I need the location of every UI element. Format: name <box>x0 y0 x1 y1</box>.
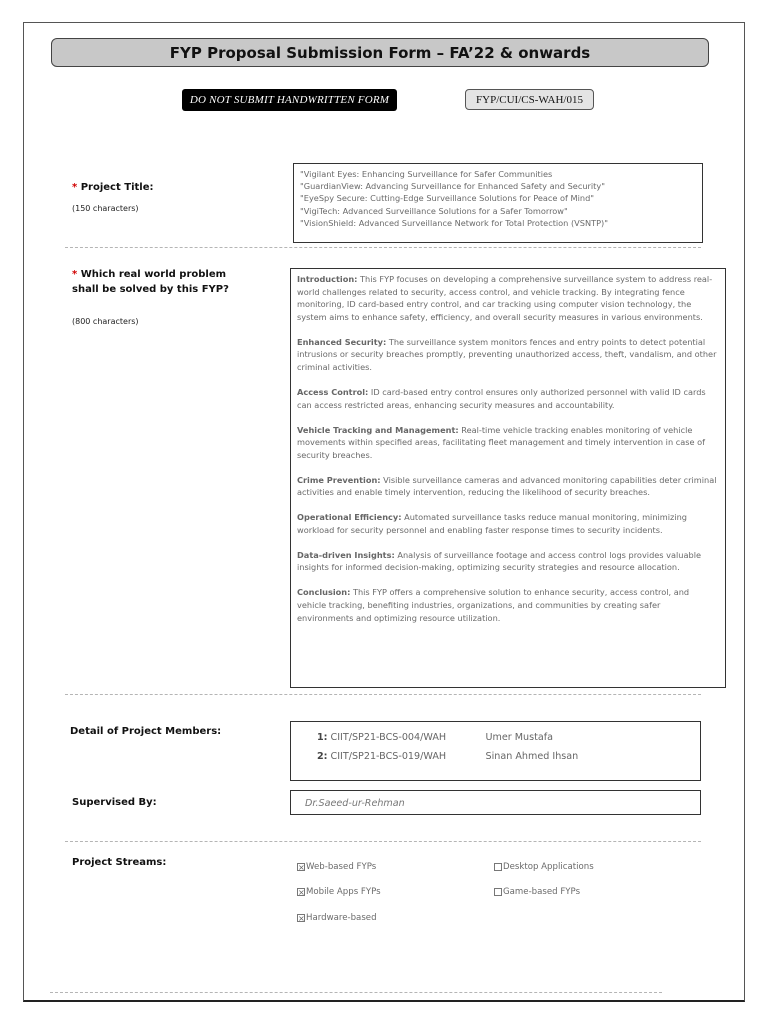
stream-label: Game-based FYPs <box>503 887 581 897</box>
streams-label: Project Streams: <box>72 857 167 868</box>
section-divider <box>65 694 701 695</box>
stream-label: Mobile Apps FYPs <box>306 887 381 897</box>
paragraph-text: Analysis of surveillance footage and access control logs provides valuable insights for informed decision-making, optimizing security strategies and resource allocation. <box>297 549 702 573</box>
project-title-label-text: Project Title: <box>80 182 154 193</box>
problem-paragraph <box>297 424 719 462</box>
member-registration: CIIT/SP21-BCS-019/WAH <box>330 751 447 762</box>
problem-paragraph <box>297 511 719 536</box>
section-divider <box>65 841 701 842</box>
paragraph-heading: Enhanced Security: <box>297 336 387 347</box>
title-option: "EyeSpy Secure: Cutting-Edge Surveillance Solutions for Peace of Mind" <box>300 193 595 204</box>
stream-option-game[interactable] <box>494 887 580 897</box>
supervisor-field[interactable]: Dr.Saeed-ur-Rehman <box>290 790 701 815</box>
problem-paragraph <box>297 386 719 411</box>
section-divider <box>65 247 701 248</box>
checked-checkbox-icon[interactable]: × <box>298 863 305 872</box>
member-number: 2: <box>317 751 328 762</box>
checked-checkbox-icon[interactable]: × <box>298 914 305 923</box>
stream-option-hardware[interactable] <box>297 913 377 923</box>
paragraph-text: ID card-based entry control ensures only authorized personnel with valid ID cards can access restricted areas, enhancing security measures and accountability. <box>297 386 706 410</box>
empty-checkbox-icon[interactable] <box>494 863 502 871</box>
problem-paragraph <box>297 549 719 574</box>
paragraph-text: Visible surveillance cameras and advanced monitoring capabilities deter criminal activities and enable timely intervention, reducing the likelihood of security breaches. <box>297 474 717 498</box>
member-row <box>317 751 578 762</box>
paragraph-heading: Introduction: <box>297 274 358 284</box>
stream-option-mobile[interactable] <box>297 887 381 897</box>
problem-paragraph <box>297 586 719 624</box>
handwritten-warning-badge: DO NOT SUBMIT HANDWRITTEN FORM <box>182 89 397 111</box>
paragraph-heading: Crime Prevention: <box>297 474 381 485</box>
required-mark: * <box>72 182 78 193</box>
paragraph-heading: Conclusion: <box>297 587 351 598</box>
project-title-label <box>72 180 154 195</box>
required-mark: * <box>72 269 78 280</box>
member-number: 1: <box>317 732 328 743</box>
problem-label-line2: shall be solved by this FYP? <box>72 284 229 295</box>
member-name: Umer Mustafa <box>485 732 554 743</box>
paragraph-heading: Operational Efficiency: <box>297 512 402 523</box>
problem-statement-field[interactable] <box>290 268 726 688</box>
problem-paragraph <box>297 336 719 374</box>
member-row <box>317 732 553 743</box>
supervisor-label: Supervised By: <box>72 797 157 808</box>
paragraph-text: The surveillance system monitors fences and entry points to detect potential intrusions or security breaches promptly, preventing unauthorized access, theft, vandalism, and other criminal activities. <box>297 336 717 372</box>
paragraph-text: This FYP focuses on developing a comprehensive surveillance system to address real-world challenges related to security, access control, and vehicle tracking. By integrating fence monitoring, ID card-based entry control, and car tracking using computer vision technology, the system aims to enhance safety, efficiency, and overall security measures in various environments. <box>297 274 713 322</box>
paragraph-heading: Access Control: <box>297 386 369 397</box>
stream-label: Web-based FYPs <box>306 862 377 872</box>
form-title: FYP Proposal Submission Form – FA’22 & onwards <box>51 38 709 67</box>
problem-paragraph <box>297 474 719 499</box>
paragraph-heading: Data-driven Insights: <box>297 549 395 560</box>
stream-label: Hardware-based <box>306 913 377 923</box>
stream-option-desktop[interactable] <box>494 862 594 872</box>
members-label: Detail of Project Members: <box>70 726 222 737</box>
form-code-badge: FYP/CUI/CS-WAH/015 <box>465 89 594 110</box>
problem-hint: (800 characters) <box>72 317 139 326</box>
stream-option-web[interactable] <box>297 862 376 872</box>
paragraph-text: Real-time vehicle tracking enables monitoring of vehicle movements within specified areas, facilitating fleet management and timely intervention in case of security breaches. <box>297 424 706 460</box>
problem-paragraph <box>297 273 719 323</box>
member-registration: CIIT/SP21-BCS-004/WAH <box>330 732 447 743</box>
footer-divider <box>50 992 662 993</box>
paragraph-text: This FYP offers a comprehensive solution to enhance security, access control, and vehicle tracking, benefiting industries, organizations, and communities by creating safer environments and optimizing resource utilization. <box>297 587 690 623</box>
project-title-hint: (150 characters) <box>72 204 139 213</box>
empty-checkbox-icon[interactable] <box>494 888 502 896</box>
title-option: "VigiTech: Advanced Surveillance Solutions for a Safer Tomorrow" <box>300 205 568 216</box>
project-title-field[interactable] <box>293 163 703 243</box>
member-name: Sinan Ahmed Ihsan <box>485 751 579 762</box>
project-members-field[interactable] <box>290 721 701 781</box>
problem-label <box>72 267 229 297</box>
checked-checkbox-icon[interactable]: × <box>298 888 305 897</box>
title-option: "Vigilant Eyes: Enhancing Surveillance for Safer Communities <box>300 169 553 179</box>
title-option: "VisionShield: Advanced Surveillance Network for Total Protection (VSNTP)" <box>300 217 608 228</box>
title-option: "GuardianView: Advancing Surveillance for Enhanced Safety and Security" <box>300 181 605 192</box>
problem-label-line1: Which real world problem <box>80 269 227 280</box>
stream-label: Desktop Applications <box>503 862 594 872</box>
paragraph-heading: Vehicle Tracking and Management: <box>297 424 459 435</box>
paragraph-text: Automated surveillance tasks reduce manual monitoring, minimizing workload for security personnel and enabling faster response times to security incidents. <box>297 512 688 535</box>
